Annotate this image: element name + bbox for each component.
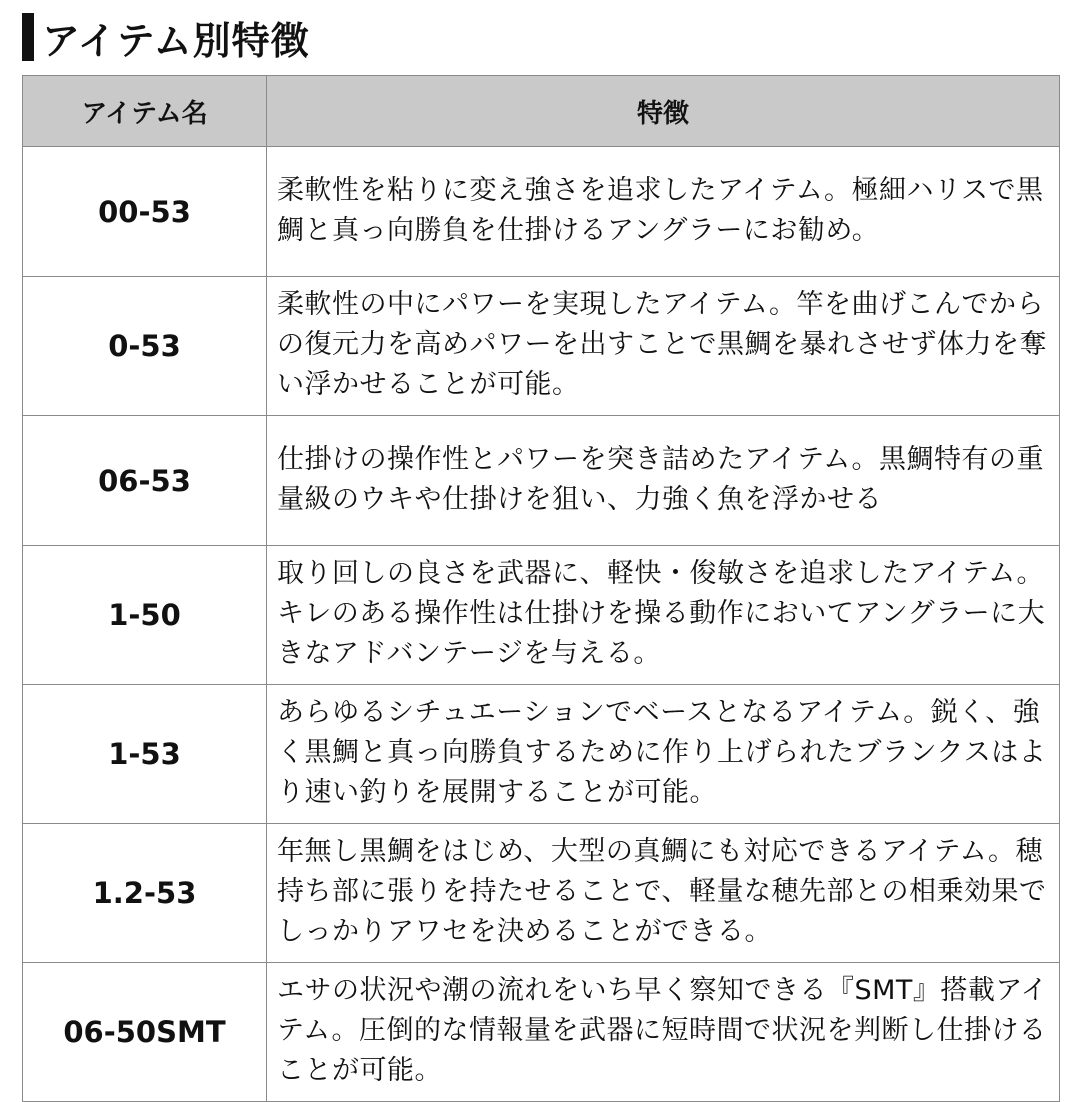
- table-row: [23, 416, 1060, 546]
- table-row: [23, 546, 1060, 685]
- item-feature-table: [22, 75, 1060, 1102]
- item-name: 0-53: [23, 277, 267, 416]
- item-feature: 取り回しの良さを武器に、軽快・俊敏さを追求したアイテム。キレのある操作性は仕掛けを操る動作においてアングラーに大きなアドバンテージを与える。: [267, 546, 1060, 685]
- item-feature: 柔軟性の中にパワーを実現したアイテム。竿を曲げこんでからの復元力を高めパワーを出すことで黒鯛を暴れさせず体力を奪い浮かせることが可能。: [267, 277, 1060, 416]
- item-name: 1.2-53: [23, 824, 267, 963]
- item-name: 1-53: [23, 685, 267, 824]
- item-name: 00-53: [23, 147, 267, 277]
- item-name: 06-50SMT: [23, 963, 267, 1102]
- item-name: 1-50: [23, 546, 267, 685]
- item-feature: あらゆるシチュエーションでベースとなるアイテム。鋭く、強く黒鯛と真っ向勝負するために作り上げられたブランクスはより速い釣りを展開することが可能。: [267, 685, 1060, 824]
- header-item-name: アイテム名: [23, 76, 267, 147]
- item-feature: 仕掛けの操作性とパワーを突き詰めたアイテム。黒鯛特有の重量級のウキや仕掛けを狙い、力強く魚を浮かせる: [267, 416, 1060, 546]
- table-row: [23, 277, 1060, 416]
- item-name: 06-53: [23, 416, 267, 546]
- table-row: [23, 685, 1060, 824]
- table-row: [23, 147, 1060, 277]
- item-feature: 年無し黒鯛をはじめ、大型の真鯛にも対応できるアイテム。穂持ち部に張りを持たせることで、軽量な穂先部との相乗効果でしっかりアワセを決めることができる。: [267, 824, 1060, 963]
- item-feature: 柔軟性を粘りに変え強さを追求したアイテム。極細ハリスで黒鯛と真っ向勝負を仕掛けるアングラーにお勧め。: [267, 147, 1060, 277]
- section-heading: [22, 8, 310, 66]
- item-feature: エサの状況や潮の流れをいち早く察知できる『SMT』搭載アイテム。圧倒的な情報量を武器に短時間で状況を判断し仕掛けることが可能。: [267, 963, 1060, 1102]
- heading-bar: [22, 13, 34, 61]
- heading-title: アイテム別特徴: [42, 18, 310, 63]
- table-row: [23, 963, 1060, 1102]
- header-feature: 特徴: [267, 76, 1060, 147]
- table-header-row: [23, 76, 1060, 147]
- table-row: [23, 824, 1060, 963]
